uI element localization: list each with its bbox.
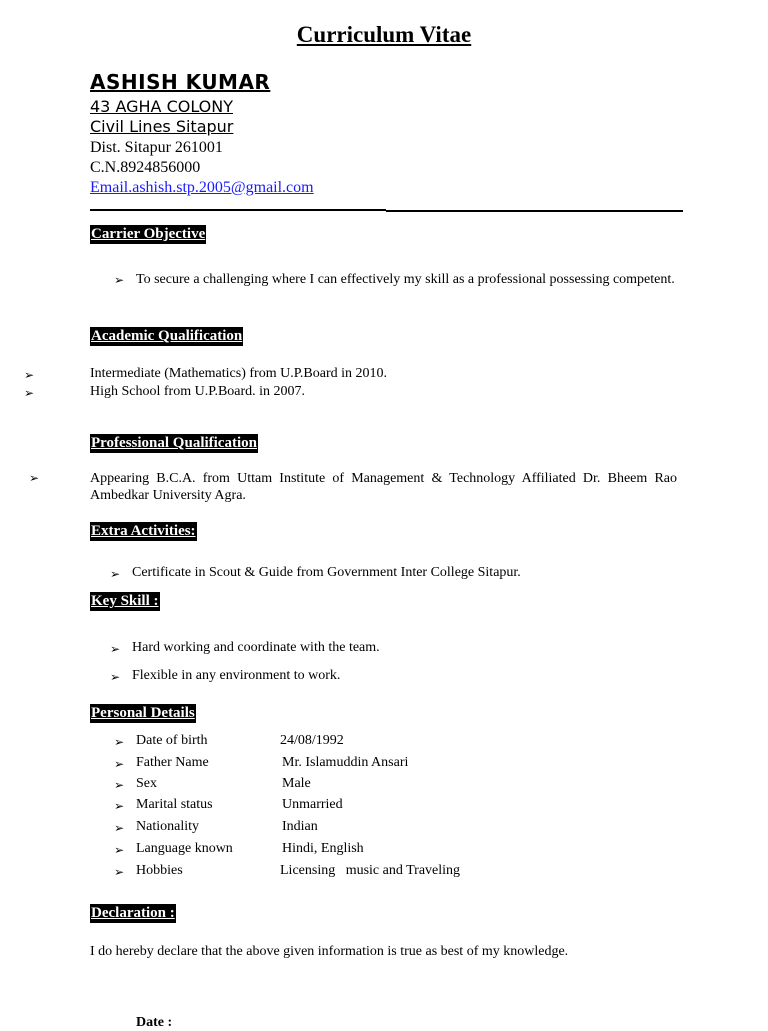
bullet-arrow-icon: ➢ [114,821,125,835]
career-objective-text: To secure a challenging where I can effectively my skill as a professional possessing competent. [136,272,675,287]
candidate-name: ASHISH KUMAR [90,70,271,94]
declaration-text: I do hereby declare that the above given information is true as best of my knowledge. [90,944,569,959]
section-heading-declaration: Declaration : [91,905,175,921]
bullet-arrow-icon: ➢ [110,642,121,656]
personal-value: Indian [282,819,318,834]
professional-text: Appearing B.C.A. from Uttam Institute of Management & Technology Affiliated Dr. Bheem Rao Ambedkar University Agra. [90,471,677,503]
skill-item: Hard working and coordinate with the team. [132,640,380,655]
academic-item: Intermediate (Mathematics) from U.P.Board in 2010. [90,366,388,381]
bullet-arrow-icon: ➢ [24,386,35,400]
personal-label: Language known [136,841,233,856]
section-heading-personal: Personal Details [91,705,195,721]
personal-label: Marital status [136,797,213,812]
skill-item: Flexible in any environment to work. [132,668,341,683]
personal-value: Unmarried [282,797,343,812]
personal-value: Mr. Islamuddin Ansari [282,755,409,770]
section-heading-academic: Academic Qualification [91,328,243,344]
personal-label: Hobbies [136,863,183,878]
academic-item: High School from U.P.Board. in 2007. [90,384,306,399]
personal-value: Hindi, English [282,841,364,856]
bullet-arrow-icon: ➢ [114,757,125,771]
bullet-arrow-icon: ➢ [114,843,125,857]
contact-number: C.N.8924856000 [90,159,201,176]
header-divider-left [90,209,386,211]
address-line-1: 43 AGHA COLONY [90,97,234,116]
bullet-arrow-icon: ➢ [24,368,35,382]
personal-label: Date of birth [136,733,208,748]
bullet-arrow-icon: ➢ [114,865,125,879]
bullet-arrow-icon: ➢ [110,670,121,684]
extra-activity-item: Certificate in Scout & Guide from Government Inter College Sitapur. [132,565,521,580]
personal-label: Sex [136,776,157,791]
section-heading-career-objective: Carrier Objective [91,226,206,242]
bullet-arrow-icon: ➢ [110,567,121,581]
personal-label: Father Name [136,755,209,770]
section-heading-extra: Extra Activities: [91,523,196,539]
date-label: Date : [136,1015,173,1030]
page-title: Curriculum Vitae [296,22,472,47]
address-line-2: Civil Lines Sitapur [90,117,234,136]
personal-value: Male [282,776,311,791]
header-divider-right [386,210,683,212]
bullet-arrow-icon: ➢ [114,778,125,792]
district-line: Dist. Sitapur 261001 [90,139,223,156]
bullet-arrow-icon: ➢ [29,471,40,485]
section-heading-professional: Professional Qualification [91,435,257,451]
bullet-arrow-icon: ➢ [114,799,125,813]
personal-value: 24/08/1992 [280,733,344,748]
personal-label: Nationality [136,819,199,834]
email-link[interactable]: Email.ashish.stp.2005@gmail.com [90,179,314,196]
section-heading-key-skill: Key Skill : [91,593,159,609]
bullet-arrow-icon: ➢ [114,273,125,287]
bullet-arrow-icon: ➢ [114,735,125,749]
personal-value: Licensing music and Traveling [280,863,461,878]
